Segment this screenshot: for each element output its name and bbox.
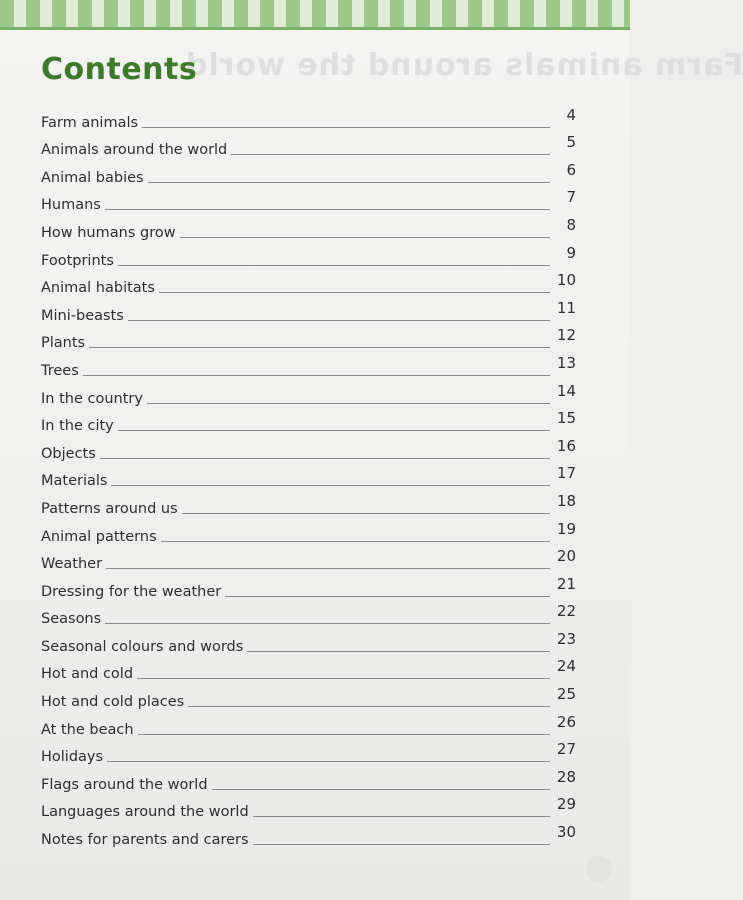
toc-entry-title: Animals around the world — [41, 142, 228, 159]
toc-entry — [41, 297, 576, 325]
toc-entry — [41, 132, 576, 160]
toc-page-number: 20 — [556, 547, 576, 566]
toc-leader-line — [106, 568, 550, 569]
toc-leader-line — [212, 789, 550, 790]
toc-leader-line — [188, 706, 550, 707]
toc-page-number: 17 — [556, 464, 576, 483]
toc-leader-line — [118, 265, 550, 266]
toc-leader-line — [253, 816, 550, 817]
toc-page-number: 28 — [556, 767, 576, 786]
toc-entry — [41, 380, 576, 408]
toc-entry-title: Notes for parents and carers — [41, 832, 249, 849]
toc-page-number: 5 — [566, 133, 576, 152]
toc-page-number: 18 — [556, 491, 576, 510]
toc-entry-title: Hot and cold — [41, 666, 134, 683]
toc-entry-title: Mini-beasts — [41, 307, 124, 324]
page-corner-mark — [586, 856, 612, 882]
toc-leader-line — [138, 734, 550, 735]
toc-entry — [41, 766, 576, 794]
toc-page-number: 8 — [566, 215, 576, 234]
table-of-contents — [41, 104, 576, 849]
toc-entry — [41, 628, 576, 656]
toc-entry — [41, 463, 576, 491]
toc-entry-title: Plants — [41, 335, 86, 352]
toc-leader-line — [182, 513, 550, 514]
toc-entry-title: Objects — [41, 445, 96, 462]
toc-entry — [41, 408, 576, 436]
toc-entry — [41, 214, 576, 242]
toc-page-number: 15 — [556, 409, 576, 428]
toc-page-number: 13 — [556, 353, 576, 372]
toc-entry — [41, 739, 576, 767]
toc-page-number: 19 — [556, 519, 576, 538]
toc-leader-line — [247, 651, 550, 652]
toc-entry-title: Farm animals — [41, 114, 139, 131]
toc-entry-title: Materials — [41, 473, 108, 490]
toc-leader-line — [83, 375, 550, 376]
toc-entry — [41, 159, 576, 187]
toc-leader-line — [100, 458, 550, 459]
toc-entry-title: Animal patterns — [41, 528, 157, 545]
toc-entry-title: Weather — [41, 556, 103, 573]
page-title: Contents — [41, 52, 198, 87]
toc-leader-line — [225, 596, 550, 597]
toc-entry-title: In the city — [41, 418, 114, 435]
toc-leader-line — [137, 678, 550, 679]
toc-entry-title: At the beach — [41, 721, 134, 738]
toc-leader-line — [231, 154, 550, 155]
toc-page-number: 11 — [556, 298, 576, 317]
toc-entry — [41, 821, 576, 849]
toc-leader-line — [118, 430, 550, 431]
toc-entry-title: In the country — [41, 390, 143, 407]
toc-page-number: 4 — [566, 105, 576, 124]
toc-page-number: 6 — [566, 160, 576, 179]
toc-entry — [41, 242, 576, 270]
toc-entry — [41, 435, 576, 463]
toc-entry — [41, 490, 576, 518]
toc-leader-line — [180, 237, 550, 238]
toc-leader-line — [128, 320, 550, 321]
toc-page-number: 16 — [556, 436, 576, 455]
toc-entry — [41, 711, 576, 739]
toc-page-number: 7 — [566, 188, 576, 207]
toc-entry — [41, 683, 576, 711]
toc-entry — [41, 794, 576, 822]
toc-page-number: 10 — [556, 271, 576, 290]
toc-leader-line — [159, 292, 550, 293]
toc-entry-title: Holidays — [41, 749, 104, 766]
toc-entry — [41, 352, 576, 380]
toc-entry — [41, 187, 576, 215]
toc-entry-title: Seasonal colours and words — [41, 638, 244, 655]
toc-leader-line — [105, 623, 550, 624]
toc-entry-title: Patterns around us — [41, 500, 178, 517]
toc-page-number: 21 — [556, 574, 576, 593]
toc-page-number: 23 — [556, 629, 576, 648]
toc-entry — [41, 546, 576, 574]
toc-entry-title: Dressing for the weather — [41, 583, 222, 600]
toc-page-number: 22 — [556, 602, 576, 621]
toc-leader-line — [148, 182, 550, 183]
toc-page-number: 24 — [556, 657, 576, 676]
toc-entry-title: How humans grow — [41, 224, 176, 241]
toc-leader-line — [147, 403, 550, 404]
toc-page-number: 9 — [566, 243, 576, 262]
toc-entry-title: Footprints — [41, 252, 114, 269]
toc-entry — [41, 601, 576, 629]
decorative-top-border — [0, 0, 630, 30]
toc-page-number: 12 — [556, 326, 576, 345]
toc-entry — [41, 270, 576, 298]
toc-entry — [41, 656, 576, 684]
toc-leader-line — [105, 209, 550, 210]
toc-page-number: 30 — [556, 823, 576, 842]
toc-entry-title: Languages around the world — [41, 804, 249, 821]
toc-page-number: 14 — [556, 381, 576, 400]
toc-entry-title: Hot and cold places — [41, 694, 185, 711]
toc-leader-line — [253, 844, 550, 845]
toc-entry — [41, 573, 576, 601]
toc-leader-line — [111, 485, 550, 486]
toc-leader-line — [161, 541, 550, 542]
toc-entry — [41, 104, 576, 132]
toc-page-number: 29 — [556, 795, 576, 814]
toc-leader-line — [107, 761, 550, 762]
toc-leader-line — [142, 127, 550, 128]
toc-entry-title: Seasons — [41, 611, 102, 628]
toc-entry — [41, 325, 576, 353]
toc-entry-title: Flags around the world — [41, 776, 208, 793]
toc-entry-title: Animal babies — [41, 169, 144, 186]
toc-leader-line — [89, 347, 550, 348]
toc-page-number: 25 — [556, 685, 576, 704]
toc-page-number: 27 — [556, 740, 576, 759]
toc-entry — [41, 518, 576, 546]
toc-entry-title: Humans — [41, 197, 101, 214]
toc-entry-title: Trees — [41, 362, 79, 379]
toc-page-number: 26 — [556, 712, 576, 731]
show-through-text: Farm animals around the world — [185, 48, 743, 83]
toc-entry-title: Animal habitats — [41, 280, 155, 297]
